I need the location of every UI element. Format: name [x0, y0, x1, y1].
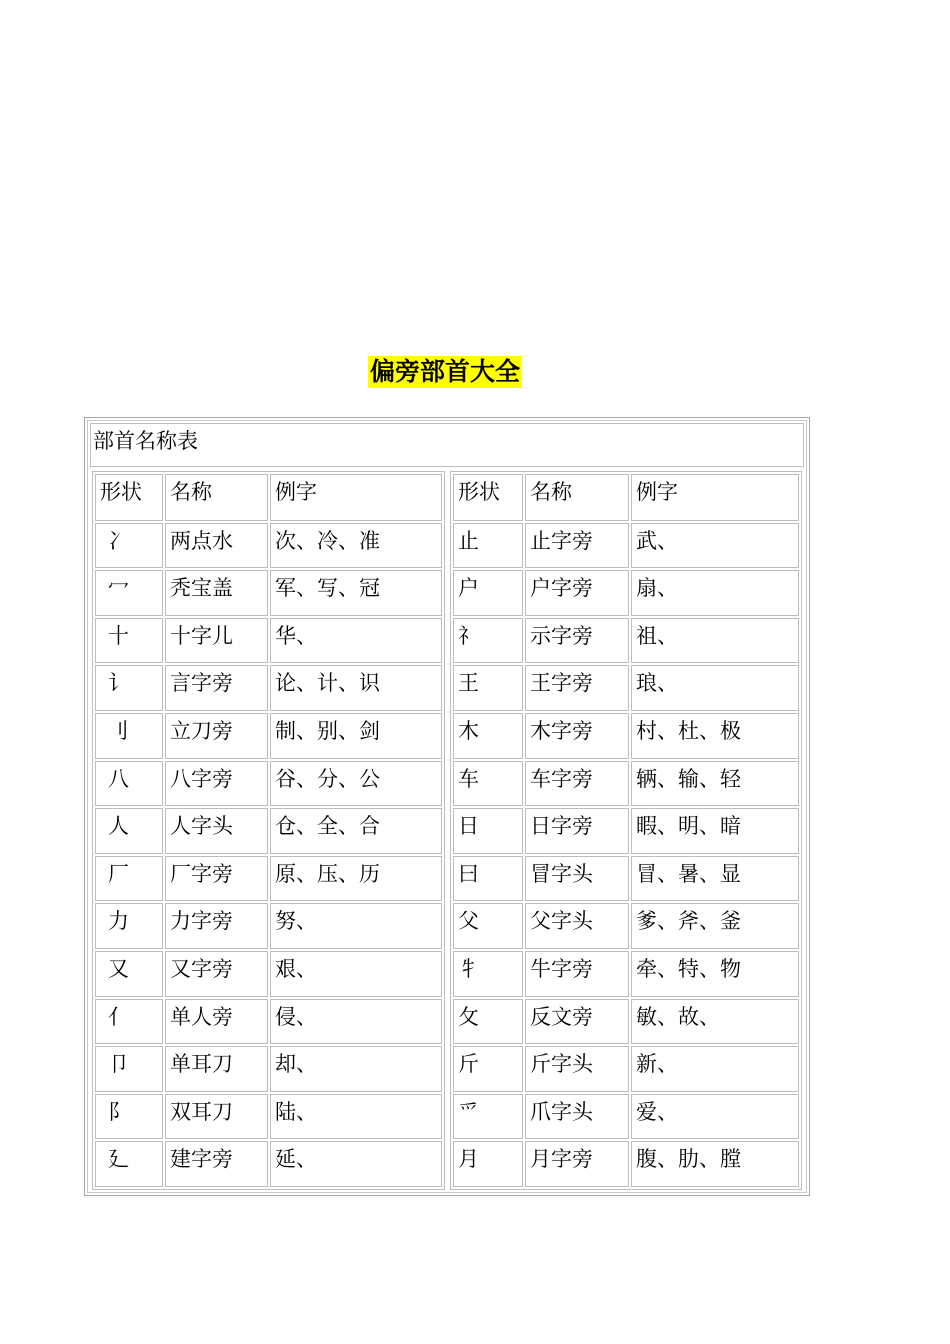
radical-shape: 户	[458, 576, 479, 601]
radical-shape: 车	[458, 766, 479, 791]
radical-shape: 人	[108, 814, 129, 839]
header-shape: 形状	[95, 474, 163, 521]
table-row	[95, 951, 442, 997]
right-half	[450, 471, 802, 1190]
radical-name: 户字旁	[525, 570, 629, 616]
radical-name: 止字旁	[525, 523, 629, 569]
table-row	[453, 999, 799, 1045]
radical-shape: 礻	[458, 623, 479, 648]
table-row	[95, 523, 442, 569]
left-table	[93, 472, 444, 1189]
table-row	[453, 1094, 799, 1140]
table-row	[453, 903, 799, 949]
example-chars: 军、写、冠	[270, 570, 442, 616]
table-row	[95, 1141, 442, 1187]
table-row	[95, 713, 442, 759]
radical-shape-cell	[95, 999, 163, 1045]
table-row	[453, 808, 799, 854]
radical-table-inner	[87, 420, 807, 1193]
table-row	[453, 761, 799, 807]
radical-shape-cell	[95, 1094, 163, 1140]
radical-shape-cell	[453, 523, 523, 569]
table-row	[95, 1046, 442, 1092]
example-chars: 侵、	[270, 999, 442, 1045]
example-chars: 新、	[631, 1046, 799, 1092]
radical-shape: 月	[458, 1147, 479, 1172]
example-chars: 扇、	[631, 570, 799, 616]
radical-name: 单人旁	[165, 999, 268, 1045]
radical-name: 爪字头	[525, 1094, 629, 1140]
radical-name: 木字旁	[525, 713, 629, 759]
radical-shape: 王	[458, 671, 479, 696]
radical-shape-cell	[95, 1046, 163, 1092]
radical-name: 言字旁	[165, 665, 268, 711]
radical-name: 冒字头	[525, 856, 629, 902]
example-chars: 冒、暑、显	[631, 856, 799, 902]
radical-shape-cell	[453, 665, 523, 711]
example-chars: 祖、	[631, 618, 799, 664]
example-chars: 华、	[270, 618, 442, 664]
radical-shape-cell	[453, 951, 523, 997]
radical-name: 示字旁	[525, 618, 629, 664]
radical-shape: 日	[458, 814, 479, 839]
table-row	[453, 1141, 799, 1187]
radical-shape-cell	[95, 618, 163, 664]
radical-name: 秃宝盖	[165, 570, 268, 616]
radical-name: 力字旁	[165, 903, 268, 949]
table-row	[453, 856, 799, 902]
radical-shape-cell	[95, 761, 163, 807]
header-name: 名称	[165, 474, 268, 521]
table-row	[453, 951, 799, 997]
radical-shape: 阝	[108, 1099, 129, 1124]
radical-shape-cell	[95, 903, 163, 949]
example-chars: 却、	[270, 1046, 442, 1092]
radical-shape-cell	[95, 951, 163, 997]
radical-shape: 爫	[458, 1099, 479, 1124]
example-chars: 爹、斧、釜	[631, 903, 799, 949]
radical-name: 双耳刀	[165, 1094, 268, 1140]
radical-name: 两点水	[165, 523, 268, 569]
radical-shape: 斤	[458, 1052, 479, 1077]
example-chars: 牵、特、物	[631, 951, 799, 997]
radical-shape: 冖	[108, 576, 129, 601]
radical-shape: 卩	[108, 1052, 129, 1077]
page-title: 偏旁部首大全	[369, 357, 520, 386]
table-row	[95, 618, 442, 664]
radical-shape-cell	[95, 713, 163, 759]
radical-name: 车字旁	[525, 761, 629, 807]
example-chars: 琅、	[631, 665, 799, 711]
radical-shape-cell	[453, 903, 523, 949]
radical-shape-cell	[453, 1046, 523, 1092]
table-row	[453, 618, 799, 664]
header-example: 例字	[270, 474, 442, 521]
radical-name: 反文旁	[525, 999, 629, 1045]
radical-shape-cell	[453, 808, 523, 854]
radical-name: 厂字旁	[165, 856, 268, 902]
radical-shape-cell	[453, 856, 523, 902]
table-row	[453, 570, 799, 616]
header-shape: 形状	[453, 474, 523, 521]
radical-shape: 冫	[108, 528, 129, 553]
radical-shape-cell	[453, 618, 523, 664]
radical-shape: 力	[108, 909, 129, 934]
radical-name: 牛字旁	[525, 951, 629, 997]
radical-name: 月字旁	[525, 1141, 629, 1187]
right-table	[451, 472, 801, 1189]
header-row	[453, 474, 799, 521]
radical-shape: 攵	[458, 1004, 479, 1029]
example-chars: 爱、	[631, 1094, 799, 1140]
radical-name: 父字头	[525, 903, 629, 949]
title-wrap	[0, 356, 890, 388]
radical-name: 立刀旁	[165, 713, 268, 759]
table-row	[95, 761, 442, 807]
radical-shape: 廴	[108, 1147, 129, 1172]
example-chars: 暇、明、暗	[631, 808, 799, 854]
radical-shape: 木	[458, 718, 479, 743]
example-chars: 制、别、剑	[270, 713, 442, 759]
radical-name: 八字旁	[165, 761, 268, 807]
radical-shape: 十	[108, 623, 129, 648]
radical-shape-cell	[453, 761, 523, 807]
example-chars: 延、	[270, 1141, 442, 1187]
radical-shape-cell	[453, 1141, 523, 1187]
radical-name: 单耳刀	[165, 1046, 268, 1092]
table-row	[95, 1094, 442, 1140]
radical-shape: 八	[108, 766, 129, 791]
example-chars: 努、	[270, 903, 442, 949]
example-chars: 仓、全、合	[270, 808, 442, 854]
radical-shape: 牜	[458, 956, 479, 981]
radical-shape-cell	[453, 999, 523, 1045]
radical-shape: 父	[458, 909, 479, 934]
radical-shape: 曰	[458, 861, 479, 886]
table-row	[95, 665, 442, 711]
radical-shape-cell	[453, 1094, 523, 1140]
example-chars: 陆、	[270, 1094, 442, 1140]
radical-shape: 又	[108, 956, 129, 981]
table-row	[453, 713, 799, 759]
example-chars: 论、计、识	[270, 665, 442, 711]
radical-shape-cell	[95, 570, 163, 616]
left-half	[92, 471, 445, 1190]
radical-shape: 厂	[108, 861, 129, 886]
example-chars: 艰、	[270, 951, 442, 997]
example-chars: 次、冷、准	[270, 523, 442, 569]
example-chars: 原、压、历	[270, 856, 442, 902]
example-chars: 辆、输、轻	[631, 761, 799, 807]
radical-shape: 亻	[108, 1004, 129, 1029]
example-chars: 村、杜、极	[631, 713, 799, 759]
example-chars: 武、	[631, 523, 799, 569]
radical-name: 建字旁	[165, 1141, 268, 1187]
table-row	[95, 999, 442, 1045]
radical-name: 日字旁	[525, 808, 629, 854]
radical-shape: 止	[458, 528, 479, 553]
example-chars: 腹、肋、膛	[631, 1141, 799, 1187]
radical-shape: 讠	[108, 671, 129, 696]
radical-name: 人字头	[165, 808, 268, 854]
radical-shape-cell	[95, 523, 163, 569]
table-row	[95, 808, 442, 854]
example-chars: 敏、故、	[631, 999, 799, 1045]
example-chars: 谷、分、公	[270, 761, 442, 807]
radical-shape-cell	[95, 665, 163, 711]
radical-shape-cell	[95, 808, 163, 854]
table-row	[453, 1046, 799, 1092]
header-row	[95, 474, 442, 521]
radical-name: 王字旁	[525, 665, 629, 711]
header-name: 名称	[525, 474, 629, 521]
table-row	[95, 903, 442, 949]
table-row	[453, 665, 799, 711]
table-row	[95, 570, 442, 616]
radical-name: 十字儿	[165, 618, 268, 664]
table-caption: 部首名称表	[93, 429, 198, 453]
radical-table	[84, 417, 810, 1196]
table-row	[453, 523, 799, 569]
radical-name: 又字旁	[165, 951, 268, 997]
radical-shape-cell	[453, 713, 523, 759]
caption-cell	[90, 423, 804, 467]
header-example: 例字	[631, 474, 799, 521]
table-row	[95, 856, 442, 902]
radical-shape-cell	[95, 856, 163, 902]
radical-shape-cell	[95, 1141, 163, 1187]
radical-shape: 刂	[108, 718, 129, 743]
radical-name: 斤字头	[525, 1046, 629, 1092]
radical-shape-cell	[453, 570, 523, 616]
